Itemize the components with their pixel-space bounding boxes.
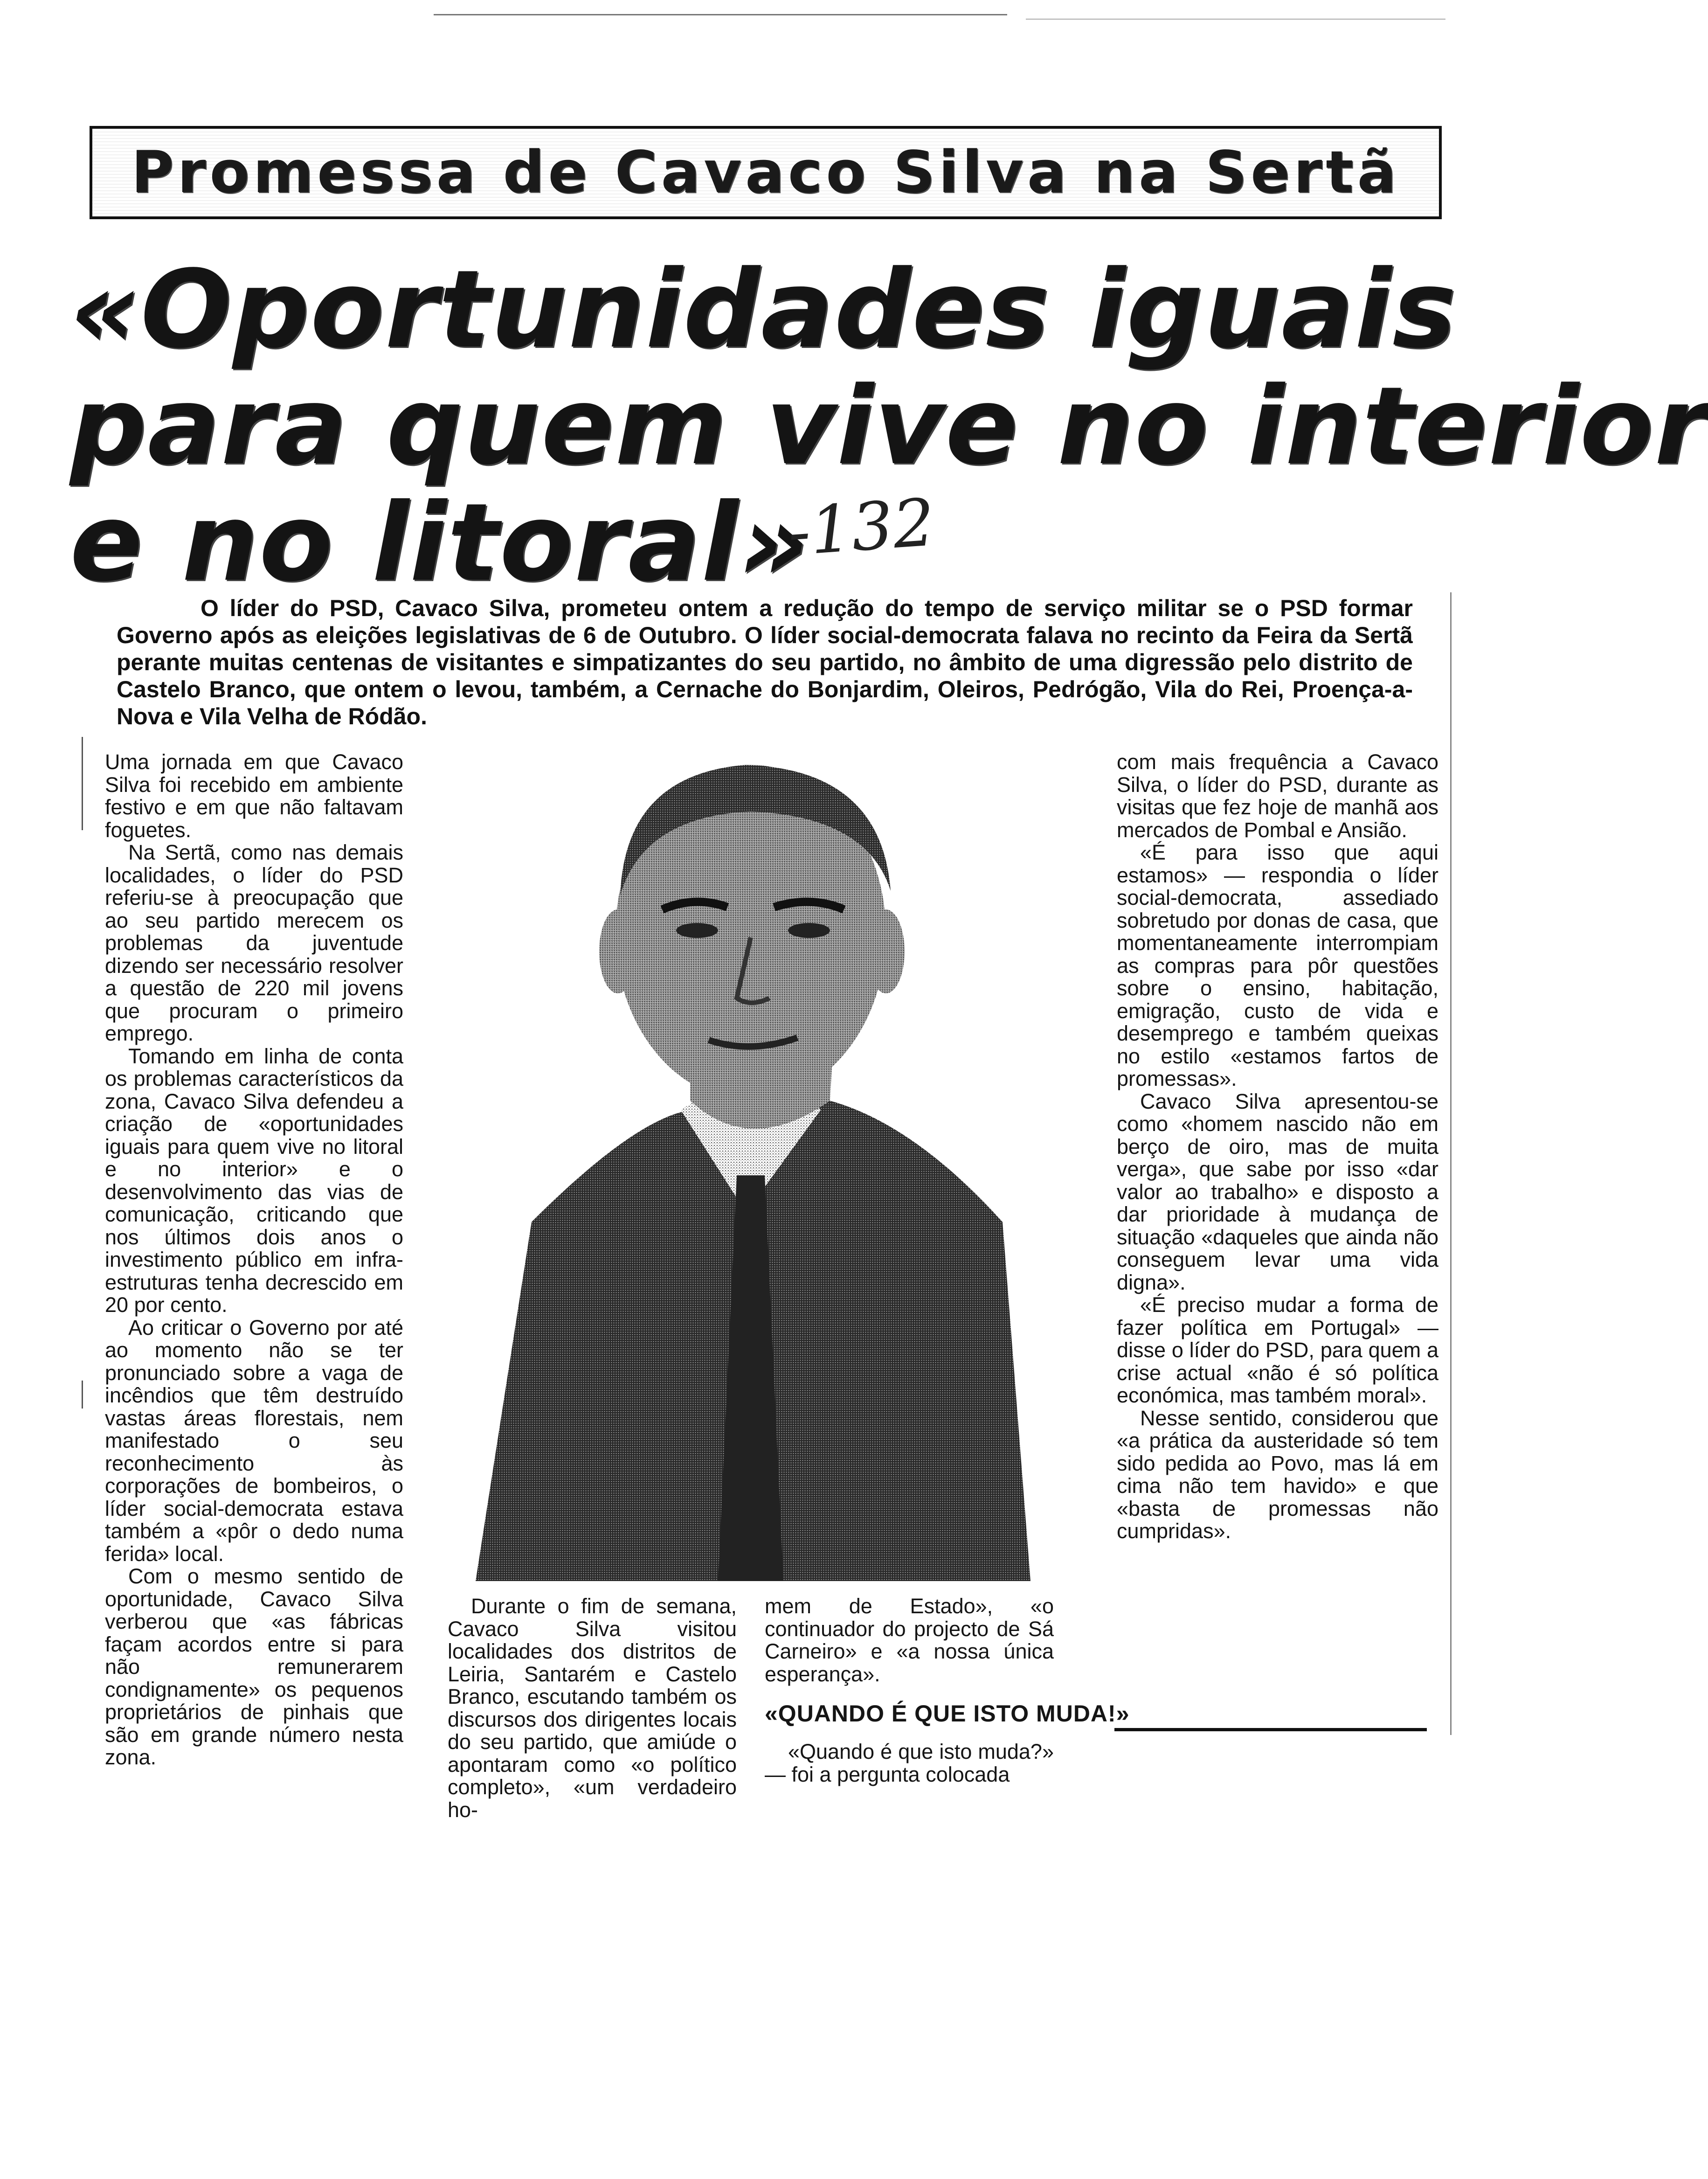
headline-line-1: «Oportunidades iguais (70, 248, 1457, 372)
paragraph: Ao criticar o Governo por até ao momento não se ter pronunciado sobre a vaga de incêndios que têm destruído vastas áreas florestais, nem manifestado o seu reconhecimento às corporações de bombeiros, o líder social-democrata estava também a «pôr o dedo numa ferida» local. (105, 1315, 403, 1566)
paragraph: Cavaco Silva apresentou-se como «homem nascido não em berço de oiro, mas de muita verga», que sabe por isso «dar valor ao trabalho» e disposto a dar prioridade à mudança de situação «daqueles que ainda não conseguem levar uma vida digna». (1117, 1089, 1438, 1294)
paragraph: mem de Estado», «o continuador do projecto de Sá Carneiro» e «a nossa única esperança». (765, 1594, 1054, 1686)
lead-paragraph: O líder do PSD, Cavaco Silva, prometeu ontem a redução do tempo de serviço militar se o PSD formar Governo após as eleições legislativas de 6 de Outubro. O líder social-democrata falava no recinto da Feira da Sertã perante muitas centenas de visitantes e simpatizantes do seu partido, no âmbito de uma digressão pelo distrito de Castelo Branco, que ontem o levou, também, a Cernache do Bonjardim, Oleiros, Pedrógão, Vila do Rei, Proença-a-Nova e Vila Velha de Ródão. (117, 595, 1413, 729)
kicker-box (90, 126, 1442, 219)
paragraph: Tomando em linha de conta os problemas característicos da zona, Cavaco Silva defendeu a criação de «oportunidades iguais para quem vive no litoral e no interior» e o desenvolvimento das vias de comunicação, criticando que nos últimos dois anos o investimento público em infra-estruturas tenha decrescido em 20 por cento. (105, 1044, 403, 1317)
scan-edge-line (1450, 592, 1452, 1735)
subheading: «QUANDO É QUE ISTO MUDA!» (765, 1700, 1130, 1727)
headline-line-2: para quem vive no interior (70, 364, 1708, 489)
margin-mark (82, 1381, 83, 1409)
scan-noise-top (434, 14, 1007, 15)
paragraph: com mais frequência a Cavaco Silva, o líder do PSD, durante as visitas que fez hoje de manhã aos mercados de Pombal e Ansião. (1117, 750, 1438, 842)
article-column-mid-2 (765, 1594, 1130, 1786)
headline (70, 248, 1708, 605)
end-rule (1114, 1728, 1427, 1731)
scan-noise-top-right (1026, 19, 1445, 20)
headline-line-3: e no litoral» (70, 481, 810, 605)
paragraph: Na Sertã, como nas demais localidades, o líder do PSD referiu-se à preocupação que ao seu partido merecem os problemas da juventude dizendo ser necessário resolver a questão de 220 mil jovens que procuram o primeiro emprego. (105, 840, 403, 1045)
paragraph: Com o mesmo sentido de oportunidade, Cavaco Silva verberou que «as fábricas façam acordos entre si para não remunerarem condignamente» os pequenos proprietários de pinhais que são em grande número nesta zona. (105, 1564, 403, 1769)
portrait-illustration (448, 756, 1054, 1581)
paragraph: «É para isso que aqui estamos» — respondia o líder social-democrata, assediado sobretudo por donas de casa, que momentaneamente interrompiam as compras para pôr questões sobre o ensino, habitação, emigração, custo de vida e desemprego e também queixas no estilo «estamos fartos de promessas». (1117, 840, 1438, 1090)
paragraph: Uma jornada em que Cavaco Silva foi recebido em ambiente festivo e em que não faltavam foguetes. (105, 750, 403, 842)
paragraph: «Quando é que isto muda?» — foi a pergunta colocada (765, 1740, 1054, 1786)
article-column-mid-1 (448, 1595, 737, 1821)
margin-mark (82, 737, 83, 830)
paragraph: Durante o fim de semana, Cavaco Silva visitou localidades dos distritos de Leiria, Santarém e Castelo Branco, escutando também os discursos dos dirigentes locais do seu partido, que amiúde o apontaram como «o político completo», «um verdadeiro ho- (448, 1594, 737, 1822)
article-column-left (105, 751, 403, 1769)
kicker: Promessa de Cavaco Silva na Sertã (131, 139, 1400, 206)
paragraph: «É preciso mudar a forma de fazer política em Portugal» — disse o líder do PSD, para quem a crise actual «não é só política económica, mas também moral». (1117, 1293, 1438, 1407)
paragraph: Nesse sentido, considerou que «a prática da austeridade só tem sido pedida ao Povo, mas lá em cima não tem havido» e que «basta de promessas não cumpridas». (1117, 1406, 1438, 1543)
article-column-right (1117, 751, 1438, 1543)
handwritten-note: -132 (785, 485, 937, 571)
portrait-photo (448, 756, 1054, 1581)
